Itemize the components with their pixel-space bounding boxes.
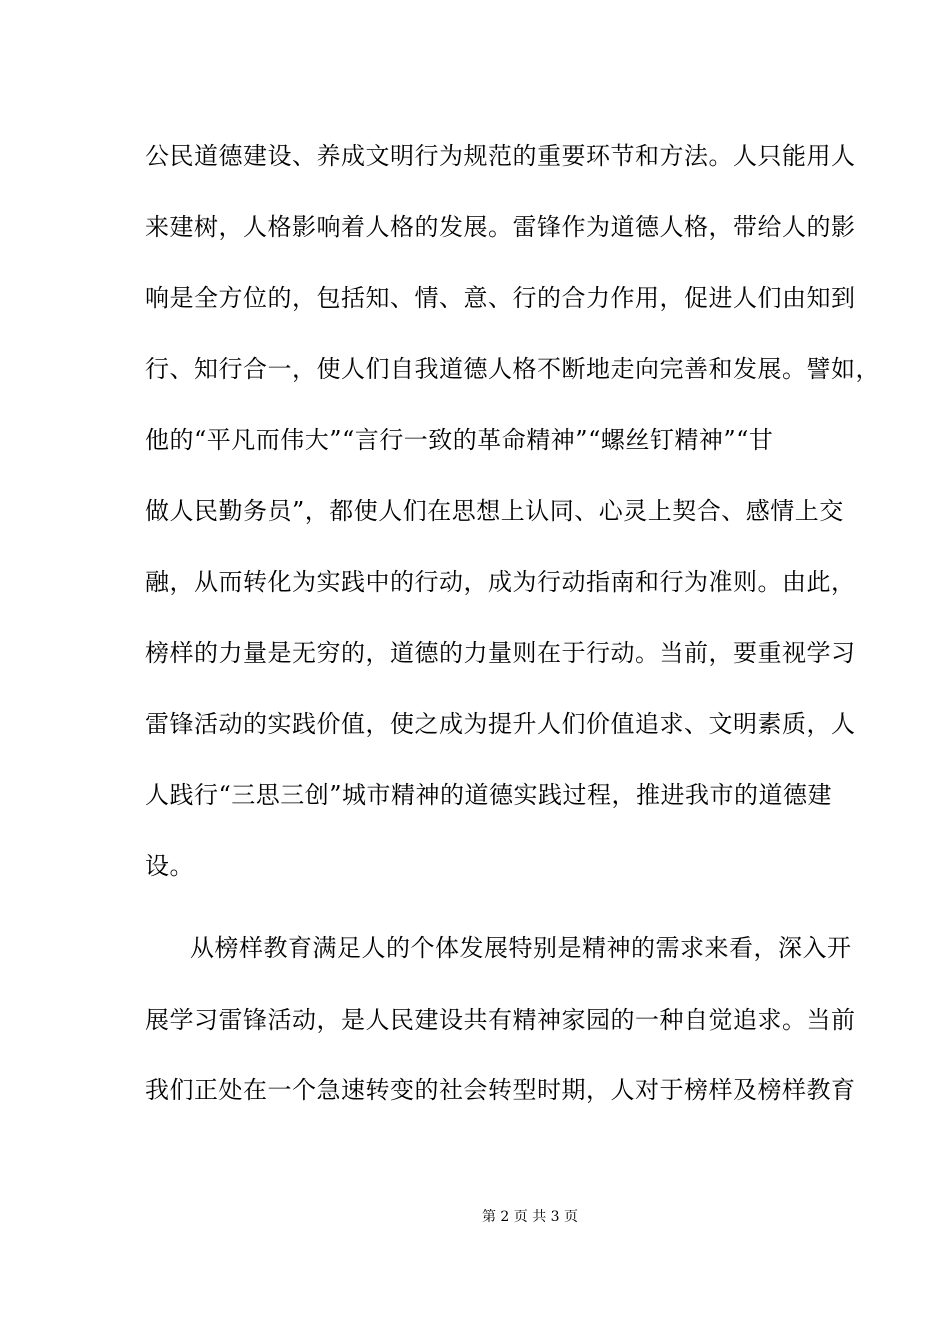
paragraph-line: 榜样的力量是无穷的，道德的力量则在于行动。当前，要重视学习 <box>145 639 856 667</box>
page-number: 第 2 页 共 3 页 <box>481 1209 579 1225</box>
paragraph-line: 做人民勤务员”，都使人们在思想上认同、心灵上契合、感情上交 <box>145 497 844 525</box>
paragraph-line: 公民道德建设、养成文明行为规范的重要环节和方法。人只能用人 <box>145 142 856 170</box>
paragraph-line: 融，从而转化为实践中的行动，成为行动指南和行为准则。由此， <box>145 568 856 596</box>
paragraph-line: 我们正处在一个急速转变的社会转型时期，人对于榜样及榜样教育 <box>145 1076 856 1104</box>
paragraph-line: 设。 <box>145 852 194 880</box>
paragraph-line: 行、知行合一，使人们自我道德人格不断地走向完善和发展。譬如， <box>145 355 880 383</box>
paragraph-line: 来建树，人格影响着人格的发展。雷锋作为道德人格，带给人的影 <box>145 213 856 241</box>
paragraph-line: 响是全方位的，包括知、情、意、行的合力作用，促进人们由知到 <box>145 284 856 312</box>
paragraph-line: 从榜样教育满足人的个体发展特别是精神的需求来看，深入开 <box>190 934 852 962</box>
paragraph-line: 人践行“三思三创”城市精神的道德实践过程，推进我市的道德建 <box>145 781 833 809</box>
paragraph-line: 展学习雷锋活动，是人民建设共有精神家园的一种自觉追求。当前 <box>145 1006 856 1034</box>
paragraph-line: 雷锋活动的实践价值，使之成为提升人们价值追求、文明素质，人 <box>145 710 856 738</box>
paragraph-line: 他的“平凡而伟大”“言行一致的革命精神”“螺丝钉精神”“甘 <box>145 426 774 454</box>
